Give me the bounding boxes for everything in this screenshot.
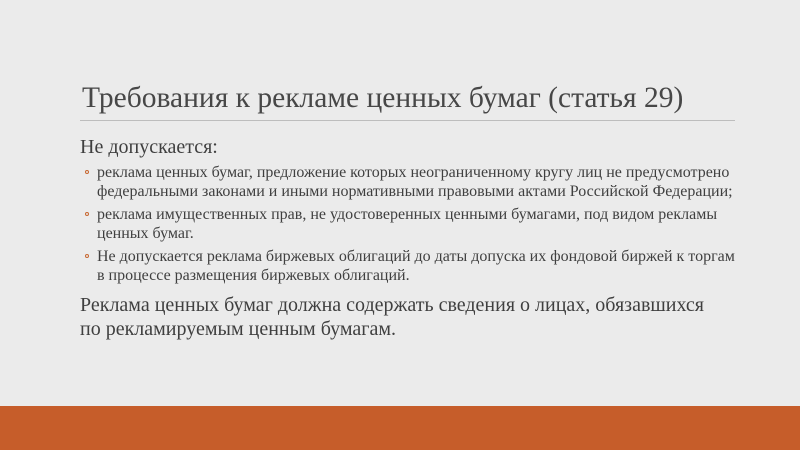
footer-accent-bar (0, 406, 800, 450)
lead-text: Не допускается: (80, 136, 218, 158)
bullet-text: реклама ценных бумаг, предложение которых неограниченному кругу лиц не предусмотрено федеральными законами и иными нормативными правовыми актами Российской Федерации; (97, 164, 733, 200)
slide-title: Требования к рекламе ценных бумаг (статья 29) (82, 82, 684, 114)
slide-content (80, 135, 780, 341)
bullet-item (80, 247, 737, 285)
bullet-text: Не допускается реклама биржевых облигаций до даты допуска их фондовой биржей к торгам в процессе размещения биржевых облигаций. (97, 248, 735, 284)
circle-bullet-icon (85, 170, 89, 174)
closing-text: Реклама ценных бумаг должна содержать сведения о лицах, обязавшихся по рекламируемым ценным бумагам. (80, 294, 705, 340)
title-divider (80, 120, 735, 121)
bullet-text: реклама имущественных прав, не удостоверенных ценными бумагами, под видом рекламы ценных бумаг. (97, 206, 718, 242)
bullet-item (80, 163, 737, 201)
circle-bullet-icon (85, 254, 89, 258)
bullet-list (80, 163, 780, 285)
circle-bullet-icon (85, 212, 89, 216)
bullet-item (80, 205, 737, 243)
